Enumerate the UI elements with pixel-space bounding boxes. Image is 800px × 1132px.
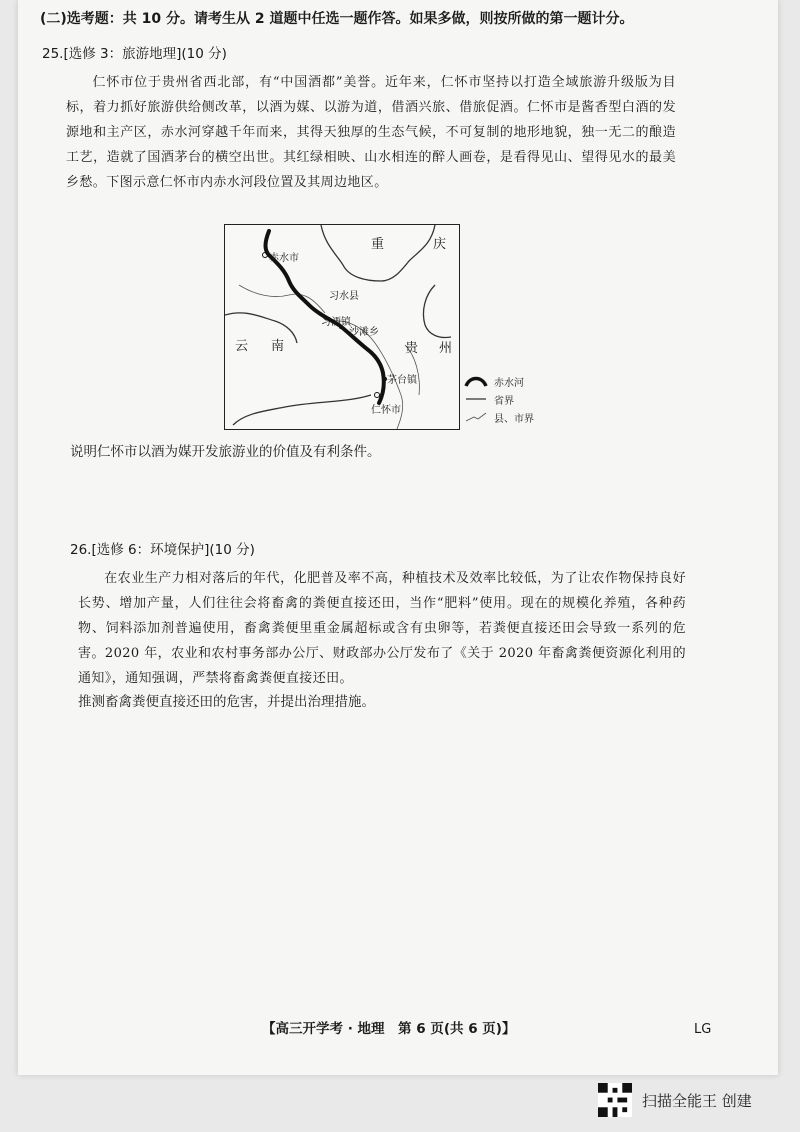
renhuai-dot	[375, 393, 380, 398]
river-legend-icon	[464, 374, 488, 388]
label-renhuai: 仁怀市	[371, 405, 401, 416]
q26-number: 26.	[70, 542, 92, 558]
label-chongqing-2: 庆	[433, 237, 447, 252]
q25-paragraph: 仁怀市位于贵州省西北部，有“中国酒都”美誉。近年来，仁怀市坚持以打造全域旅游升级版为目标，着力抓好旅游供给侧改革，以酒为媒、以游为道，借酒兴旅、借旅促酒。仁怀市是酱香型白酒的发源地和主产区，赤水河穿越千年而来，其得天独厚的生态气候，不可复制的地形地貌，独一无二的酿造工艺，造就了国酒茅台的横空出世。其红绿相映、山水相连的醉人画卷，是看得见山、望得见水的最美乡愁。下图示意仁怀市内赤水河段位置及其周边地区。	[66, 75, 676, 190]
label-chongqing-1: 重	[371, 237, 385, 252]
scanner-watermark	[598, 1084, 752, 1116]
county-border-legend-icon	[464, 410, 488, 424]
chishui-river-map	[224, 224, 460, 430]
paper-code: LG	[694, 1022, 712, 1037]
q26-topic: [选修 6：环境保护]	[91, 542, 210, 558]
q25-number: 25.	[42, 46, 64, 62]
legend-county	[464, 408, 534, 426]
page-footer: 【高三开学考 · 地理 第 6 页(共 6 页)】	[262, 1021, 516, 1037]
legend-province	[464, 390, 534, 408]
label-xijiu: 习酒镇	[321, 317, 351, 328]
q26-question: 推测畜禽粪便直接还田的危害，并提出治理措施。	[78, 694, 375, 710]
label-shatan: 沙滩乡	[349, 327, 379, 338]
label-guizhou-1: 贵	[405, 341, 419, 356]
legend-river	[464, 372, 534, 390]
label-guizhou-2: 州	[439, 341, 453, 356]
map-legend	[464, 372, 534, 426]
border-east	[423, 285, 451, 338]
q26-paragraph: 在农业生产力相对落后的年代，化肥普及率不高，种植技术及效率比较低，为了让农作物保持良好长势、增加产量，人们往往会将畜禽的粪便直接还田，当作“肥料”使用。现在的规模化养殖，各种药物、饲料添加剂普遍使用，畜禽粪便里重金属超标或含有虫卵等，若粪便直接还田会导致一系列的危害。2020 年，农业和农村事务部办公厅、财政部办公厅发布了《关于 2020 年畜禽粪便资源化利用的通知》，通知强调，严禁将畜禽粪便直接还田。	[78, 571, 686, 686]
label-xishui: 习水县	[329, 291, 359, 302]
label-maotai: 茅台镇	[387, 375, 417, 386]
section-title: (二)选考题：共 10 分。请考生从 2 道题中任选一题作答。如果多做，则按所做的第一题计分。	[40, 11, 634, 27]
q26-score: (10 分)	[209, 542, 255, 558]
border-south	[233, 395, 371, 425]
watermark-text: 扫描全能王 创建	[642, 1091, 752, 1110]
q25-question: 说明仁怀市以酒为媒开发旅游业的价值及有利条件。	[70, 444, 381, 460]
label-yunnan-1: 云	[235, 339, 249, 354]
q25-paragraph-wrap	[66, 70, 676, 195]
q25-topic: [选修 3：旅游地理]	[63, 46, 182, 62]
qr-code-icon	[598, 1083, 632, 1117]
q26-header	[70, 538, 255, 558]
legend-county-label: 县、市界	[494, 413, 534, 425]
q25-header	[42, 42, 227, 62]
q26-paragraph-wrap	[78, 566, 686, 691]
label-chishui: 赤水市	[269, 253, 299, 264]
q25-score: (10 分)	[181, 46, 227, 62]
legend-river-label: 赤水河	[494, 377, 524, 389]
province-border-legend-icon	[464, 392, 488, 406]
label-yunnan-2: 南	[271, 339, 285, 354]
legend-province-label: 省界	[494, 395, 514, 407]
